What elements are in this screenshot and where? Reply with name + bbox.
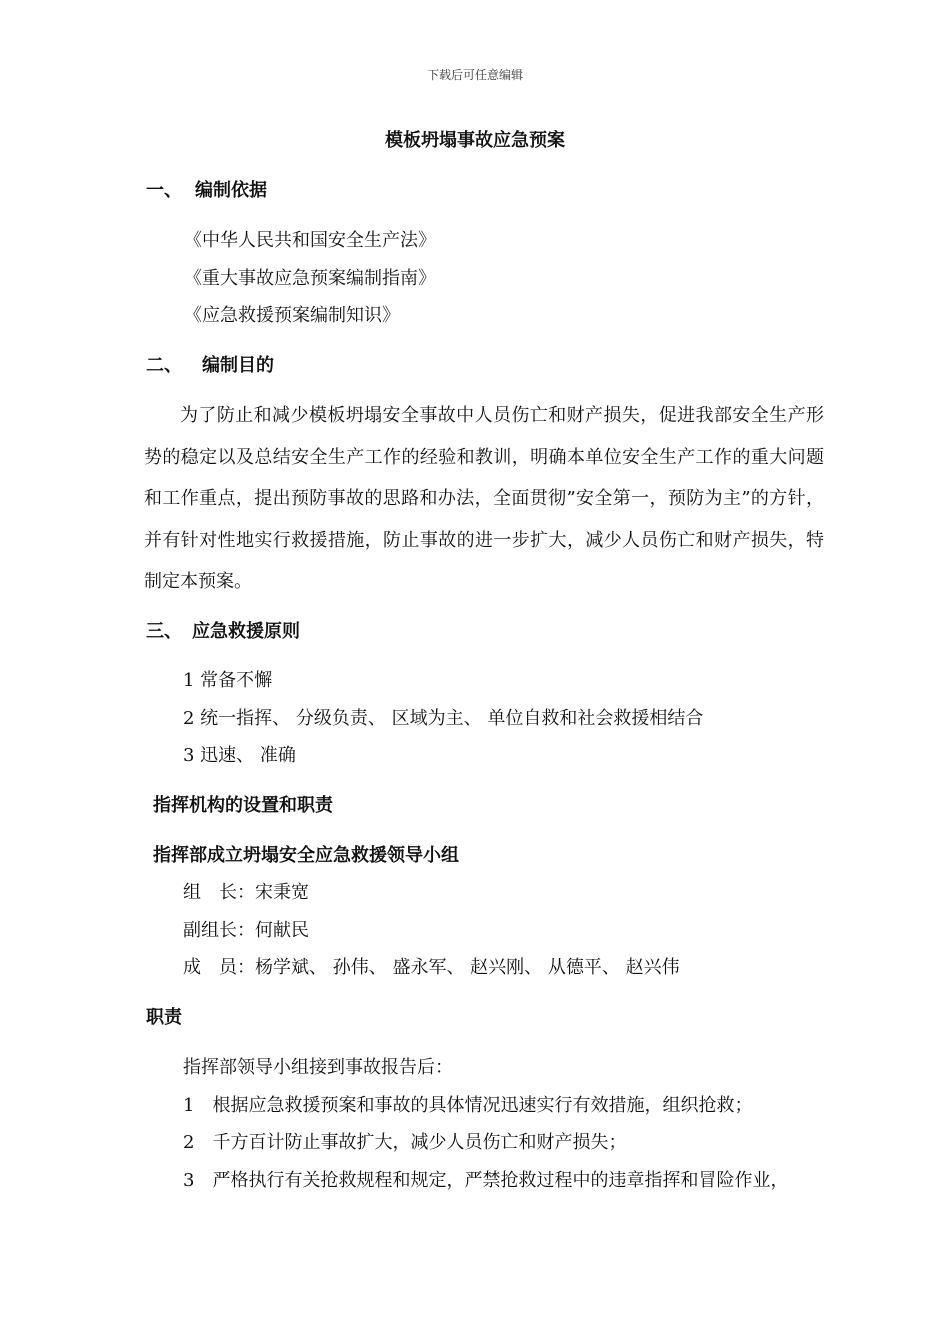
section-2-heading: 编制目的 [202, 355, 274, 376]
section-1-heading: 编制依据 [195, 180, 267, 201]
basis-item-2: 《重大事故应急预案编制指南》 [184, 268, 436, 289]
principle-item-1: 1 常备不懈 [183, 670, 273, 691]
duty-item-3: 3 严格执行有关抢救规程和规定，严禁抢救过程中的违章指挥和冒险作业， [183, 1170, 789, 1191]
org-leader: 组 长：宋秉宽 [183, 882, 309, 903]
duties-intro: 指挥部领导小组接到事故报告后： [183, 1057, 453, 1078]
section-3-number: 三、 [146, 621, 182, 642]
org-subheading: 指挥部成立坍塌安全应急救援领导小组 [153, 845, 459, 866]
section-2-number: 二、 [146, 355, 182, 376]
duty-item-1: 1 根据应急救援预案和事故的具体情况迅速实行有效措施，组织抢救； [183, 1095, 753, 1116]
page-header: 下载后可任意编辑 [426, 68, 523, 82]
section-3-heading: 应急救援原则 [192, 621, 300, 642]
principle-item-2: 2 统一指挥、 分级负责、 区域为主、 单位自救和社会救援相结合 [183, 708, 704, 729]
section-1-number: 一、 [146, 180, 182, 201]
org-members: 成 员：杨学斌、 孙伟、 盛永军、 赵兴刚、 从德平、 赵兴伟 [183, 957, 680, 978]
duty-item-2: 2 千方百计防止事故扩大，减少人员伤亡和财产损失； [183, 1132, 627, 1153]
basis-item-3: 《应急救援预案编制知识》 [184, 305, 400, 326]
basis-item-1: 《中华人民共和国安全生产法》 [184, 230, 436, 251]
duties-heading: 职责 [146, 1007, 182, 1028]
org-deputy: 副组长：何献民 [183, 920, 309, 941]
document-title: 模板坍塌事故应急预案 [385, 130, 565, 151]
org-heading: 指挥机构的设置和职责 [153, 795, 333, 816]
purpose-paragraph: 为了防止和减少模板坍塌安全事故中人员伤亡和财产损失，促进我部安全生产形势的稳定以及总结安全生产工作的经验和教训，明确本单位安全生产工作的重大问题和工作重点，提出预防事故的思路和办法，全面贯彻”安全第一，预防为主”的方针，并有针对性地实行救援措施，防止事故的进一步扩大，减少人员伤亡和财产损失，特制定本预案。 [144, 405, 824, 592]
principle-item-3: 3 迅速、 准确 [183, 745, 296, 766]
